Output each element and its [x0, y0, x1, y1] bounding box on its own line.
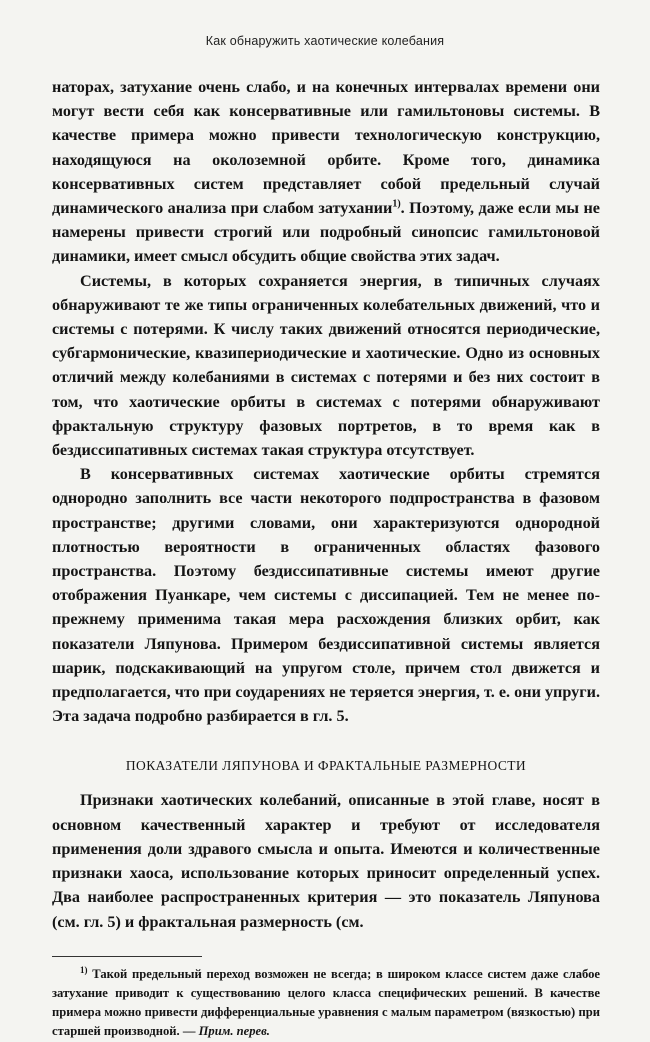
- paragraph-1: [52, 75, 600, 269]
- page-body: [52, 75, 600, 1042]
- running-head: Как обнаружить хаотические колебания: [205, 34, 445, 48]
- footnote: [52, 965, 600, 1042]
- section-paragraph-1: Признаки хаотических колебаний, описанные в этой главе, носят в основном качественный характер и требуют от исследователя применения доли здравого смысла и опыта. Имеются и количественные признаки хаоса, использование которых приносит определенный успех. Два наиболее распространенных критерия — это показатель Ляпунова (см. гл. 5) и фрактальная размерность (см.: [52, 791, 600, 931]
- paragraph-2: Системы, в которых сохраняется энергия, в типичных случаях обнаруживают те же типы ограниченных колебательных движений, что и системы с потерями. К числу таких движений относятся периодические, субгармонические, квазипериодические и хаотические. Одно из основных отличий между колебаниями в системах с потерями и без них состоит в том, что хаотические орбиты в системах с потерями обнаруживают фрактальную структуру фазовых портретов, в то время как в бездиссипативных системах такая структура отсутствует.: [52, 271, 600, 460]
- footnote-text: Такой предельный переход возможен не всегда; в широком классе систем даже слабое затухание приводит к существованию целого класса специфических решений. В качестве примера можно привести дифференциальные уравнения с малым параметром (вязкостью) при старшей производной. —: [52, 966, 601, 1039]
- footnote-author-note: Прим. перев.: [198, 1024, 270, 1039]
- paragraph-1-text-a: наторах, затухание очень слабо, и на конечных интервалах времени они могут вести себя как консервативные или гамильтоновы системы. В качестве примера можно привести технологическую конструкцию, находящуюся на околоземной орбите. Кроме того, динамика консервативных систем представляет собой предельный случай динамического анализа при слабом затухании: [52, 78, 600, 218]
- paragraph-1-text-b: . Поэтому, даже если мы не намерены привести строгий или подробный синопсис гамильтоновой динамики, имеет смысл обсудить общие свойства этих задач.: [52, 199, 600, 266]
- paragraph-3: В консервативных системах хаотические орбиты стремятся однородно заполнить все части некоторого подпространства в фазовом пространстве; другими словами, они характеризуются однородной плотностью вероятности в ограниченных областях фазового пространства. Поэтому бездиссипативные системы имеют другие отображения Пуанкаре, чем системы с диссипацией. Тем не менее по-прежнему применима такая мера расхождения близких орбит, как показатели Ляпунова. Примером бездиссипативной системы является шарик, подскакивающий на упругом столе, причем стол движется и предполагается, что при соударениях не теряется энергия, т. е. они упруги. Эта задача подробно разбирается в гл. 5.: [52, 465, 600, 726]
- section-heading: ПОКАЗАТЕЛИ ЛЯПУНОВА И ФРАКТАЛЬНЫЕ РАЗМЕРНОСТИ: [125, 758, 527, 774]
- footnote-mark: 1): [80, 964, 88, 975]
- footnote-divider: [52, 956, 202, 957]
- footnote-reference[interactable]: 1): [392, 198, 401, 210]
